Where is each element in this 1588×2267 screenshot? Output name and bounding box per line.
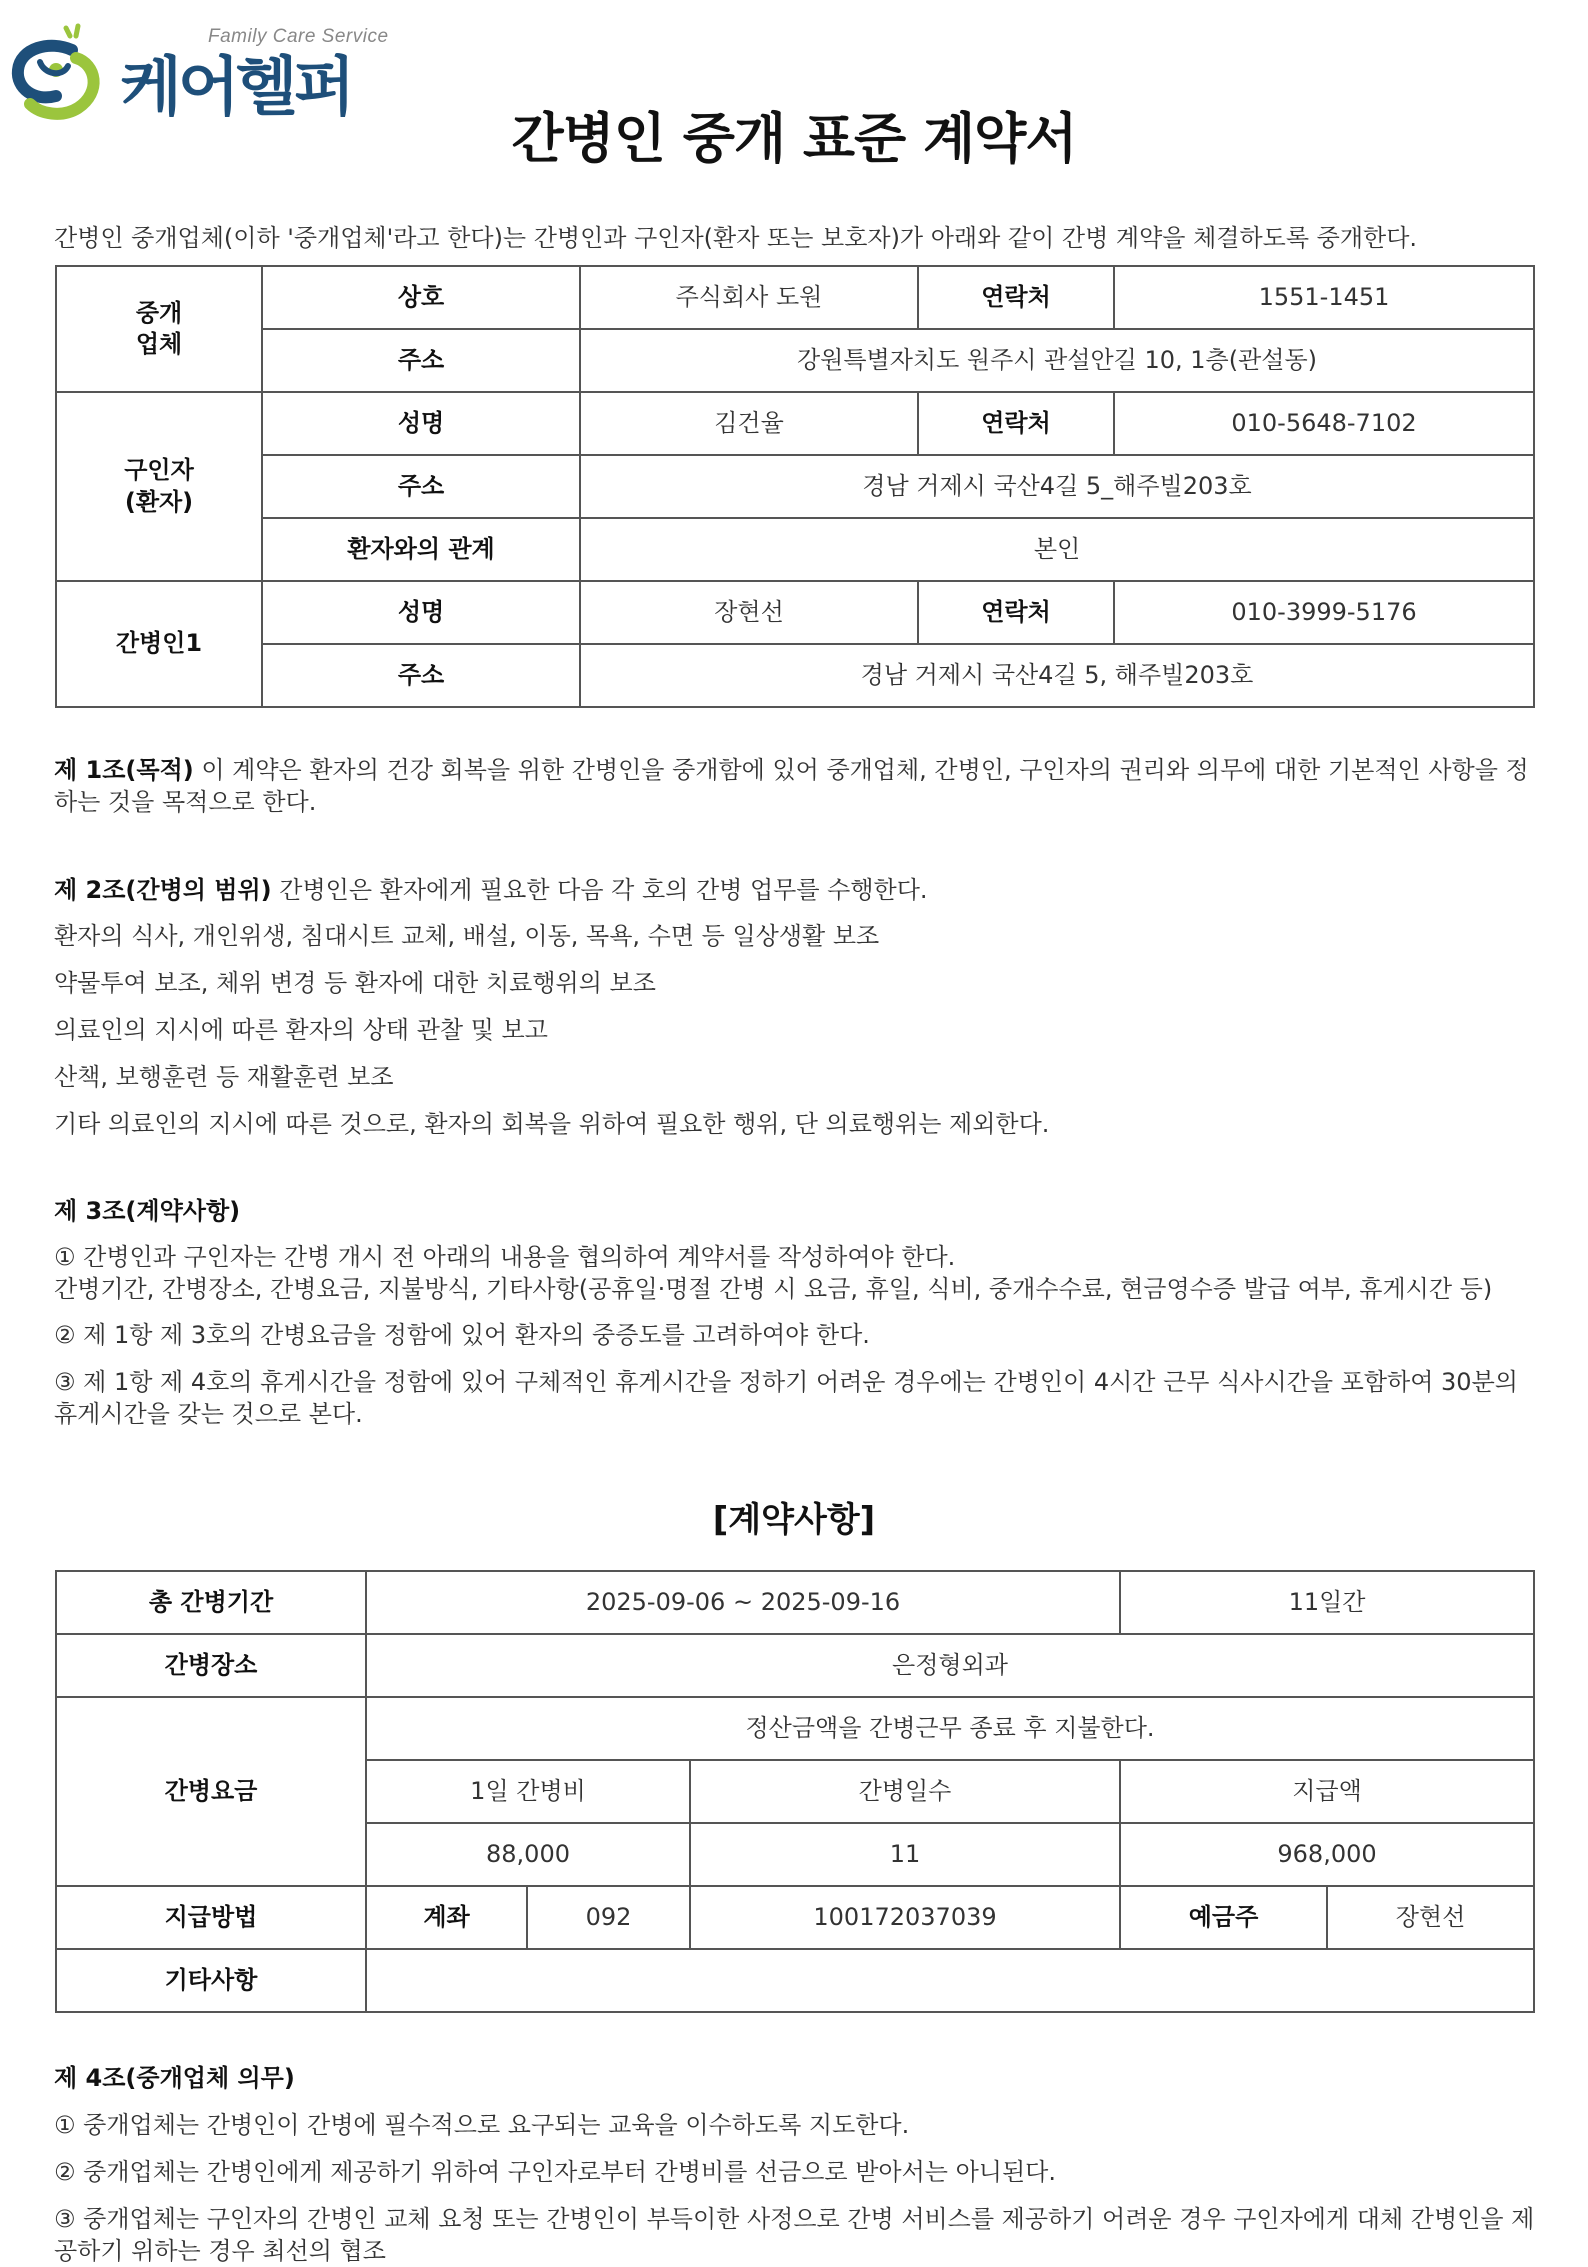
- client-address: 경남 거제시 국산4길 5_해주빌203호: [580, 455, 1534, 518]
- table-row: [56, 1886, 1534, 1949]
- payment-label: 지급방법: [56, 1886, 366, 1949]
- contract-section-title: [계약사항]: [712, 1500, 876, 1540]
- table-row: [56, 455, 1534, 518]
- agency-name: 주식회사 도원: [580, 266, 918, 329]
- table-row: [56, 644, 1534, 707]
- article-3: [54, 1195, 1544, 1227]
- total-label: 지급액: [1120, 1760, 1534, 1823]
- fee-label: 간병요금: [56, 1697, 366, 1886]
- article-2-title: 제 2조(간병의 범위): [54, 876, 272, 904]
- article-2-item: 환자의 식사, 개인위생, 침대시트 교체, 배설, 이동, 목욕, 수면 등 일상생활 보조: [54, 922, 880, 950]
- holder-value: 장현선: [1327, 1886, 1534, 1949]
- article-1-text: 이 계약은 환자의 건강 회복을 위한 간병인을 중개함에 있어 중개업체, 간병인, 구인자의 권리와 의무에 대한 기본적인 사항을 정하는 것을 목적으로 한다.: [54, 756, 1529, 816]
- agency-address-label: 주소: [262, 329, 580, 392]
- table-row: [56, 329, 1534, 392]
- article-4: [54, 2062, 1544, 2094]
- table-row: [56, 1949, 1534, 2012]
- logo-wordmark: 케어헬퍼: [120, 51, 352, 125]
- agency-address: 강원특별자치도 원주시 관설안길 10, 1층(관설동): [580, 329, 1534, 392]
- caregiver-address: 경남 거제시 국산4길 5, 해주빌203호: [580, 644, 1534, 707]
- table-row: [56, 266, 1534, 329]
- article-2-text: 간병인은 환자에게 필요한 다음 각 호의 간병 업무를 수행한다.: [271, 876, 928, 904]
- table-row: [56, 1634, 1534, 1697]
- days-value: 11: [690, 1823, 1120, 1886]
- article-3-title: 제 3조(계약사항): [54, 1197, 241, 1225]
- caregiver-address-label: 주소: [262, 644, 580, 707]
- article-1-title: 제 1조(목적): [54, 756, 194, 784]
- table-row: [56, 1571, 1534, 1634]
- caregiver-name-label: 성명: [262, 581, 580, 644]
- article-2: [54, 874, 1544, 906]
- client-address-label: 주소: [262, 455, 580, 518]
- place-value: 은정형외과: [366, 1634, 1534, 1697]
- article-4-item: ① 중개업체는 간병인이 간병에 필수적으로 요구되는 교육을 이수하도록 지도한다.: [54, 2111, 910, 2139]
- article-3-item: ③ 제 1항 제 4호의 휴게시간을 정함에 있어 구체적인 휴게시간을 정하기 어려운 경우에는 간병인이 4시간 근무 식사시간을 포함하여 30분의 휴게시간을 갖는 것으로 본다.: [54, 1368, 1518, 1428]
- contract-table: [55, 1570, 1535, 2013]
- intro-text: 간병인 중개업체(이하 '중개업체'라고 한다)는 간병인과 구인자(환자 또는 보호자)가 아래와 같이 간병 계약을 체결하도록 중개한다.: [54, 224, 1418, 252]
- agency-contact: 1551-1451: [1114, 266, 1534, 329]
- table-row: [56, 518, 1534, 581]
- days-label: 간병일수: [690, 1760, 1120, 1823]
- article-2-item: 약물투여 보조, 체위 변경 등 환자에 대한 치료행위의 보조: [54, 969, 656, 997]
- caregiver-contact-label: 연락처: [918, 581, 1114, 644]
- client-name: 김건율: [580, 392, 918, 455]
- logo-tagline: Family Care Service: [208, 26, 389, 47]
- client-name-label: 성명: [262, 392, 580, 455]
- client-contact-label: 연락처: [918, 392, 1114, 455]
- total-value: 968,000: [1120, 1823, 1534, 1886]
- article-3-item: ① 간병인과 구인자는 간병 개시 전 아래의 내용을 협의하여 계약서를 작성하여야 한다.: [54, 1243, 956, 1271]
- table-row: [56, 392, 1534, 455]
- place-label: 간병장소: [56, 1634, 366, 1697]
- period-value: 2025-09-06 ~ 2025-09-16: [366, 1571, 1120, 1634]
- bank-code: 092: [527, 1886, 690, 1949]
- table-row: [56, 581, 1534, 644]
- holder-label: 예금주: [1120, 1886, 1327, 1949]
- client-contact: 010-5648-7102: [1114, 392, 1534, 455]
- agency-label: 중개 업체: [56, 266, 262, 392]
- article-2-item: 산책, 보행훈련 등 재활훈련 보조: [54, 1063, 394, 1091]
- caregiver-name: 장현선: [580, 581, 918, 644]
- client-relation-label: 환자와의 관계: [262, 518, 580, 581]
- article-2-item: 의료인의 지시에 따른 환자의 상태 관찰 및 보고: [54, 1016, 548, 1044]
- caregiver-contact: 010-3999-5176: [1114, 581, 1534, 644]
- article-1: [54, 754, 1544, 818]
- caregiver-label: 간병인1: [56, 581, 262, 707]
- article-4-title: 제 4조(중개업체 의무): [54, 2064, 295, 2092]
- etc-value: [366, 1949, 1534, 2012]
- document-title: 간병인 중개 표준 계약서: [511, 107, 1077, 170]
- agency-contact-label: 연락처: [918, 266, 1114, 329]
- article-4-item: ② 중개업체는 간병인에게 제공하기 위하여 구인자로부터 간병비를 선금으로 받아서는 아니된다.: [54, 2158, 1056, 2186]
- table-row: [56, 1697, 1534, 1760]
- period-label: 총 간병기간: [56, 1571, 366, 1634]
- article-3-item-detail: 간병기간, 간병장소, 간병요금, 지불방식, 기타사항(공휴일·명절 간병 시 요금, 휴일, 식비, 중개수수료, 현금영수증 발급 여부, 휴게시간 등): [54, 1275, 1493, 1303]
- parties-table: [55, 265, 1535, 708]
- account-number: 100172037039: [690, 1886, 1120, 1949]
- article-4-item: ③ 중개업체는 구인자의 간병인 교체 요청 또는 간병인이 부득이한 사정으로 간병 서비스를 제공하기 어려운 경우 구인자에게 대체 간병인을 제공하기 위하는 경우 최선의 협조: [54, 2205, 1535, 2265]
- article-3-item: ② 제 1항 제 3호의 간병요금을 정함에 있어 환자의 중증도를 고려하여야 한다.: [54, 1321, 870, 1349]
- etc-label: 기타사항: [56, 1949, 366, 2012]
- agency-name-label: 상호: [262, 266, 580, 329]
- account-label: 계좌: [366, 1886, 527, 1949]
- daily-fee-label: 1일 간병비: [366, 1760, 690, 1823]
- fee-note: 정산금액을 간병근무 종료 후 지불한다.: [366, 1697, 1534, 1760]
- client-label: 구인자 (환자): [56, 392, 262, 581]
- period-days: 11일간: [1120, 1571, 1534, 1634]
- article-2-item: 기타 의료인의 지시에 따른 것으로, 환자의 회복을 위하여 필요한 행위, 단 의료행위는 제외한다.: [54, 1110, 1050, 1138]
- daily-fee-value: 88,000: [366, 1823, 690, 1886]
- client-relation: 본인: [580, 518, 1534, 581]
